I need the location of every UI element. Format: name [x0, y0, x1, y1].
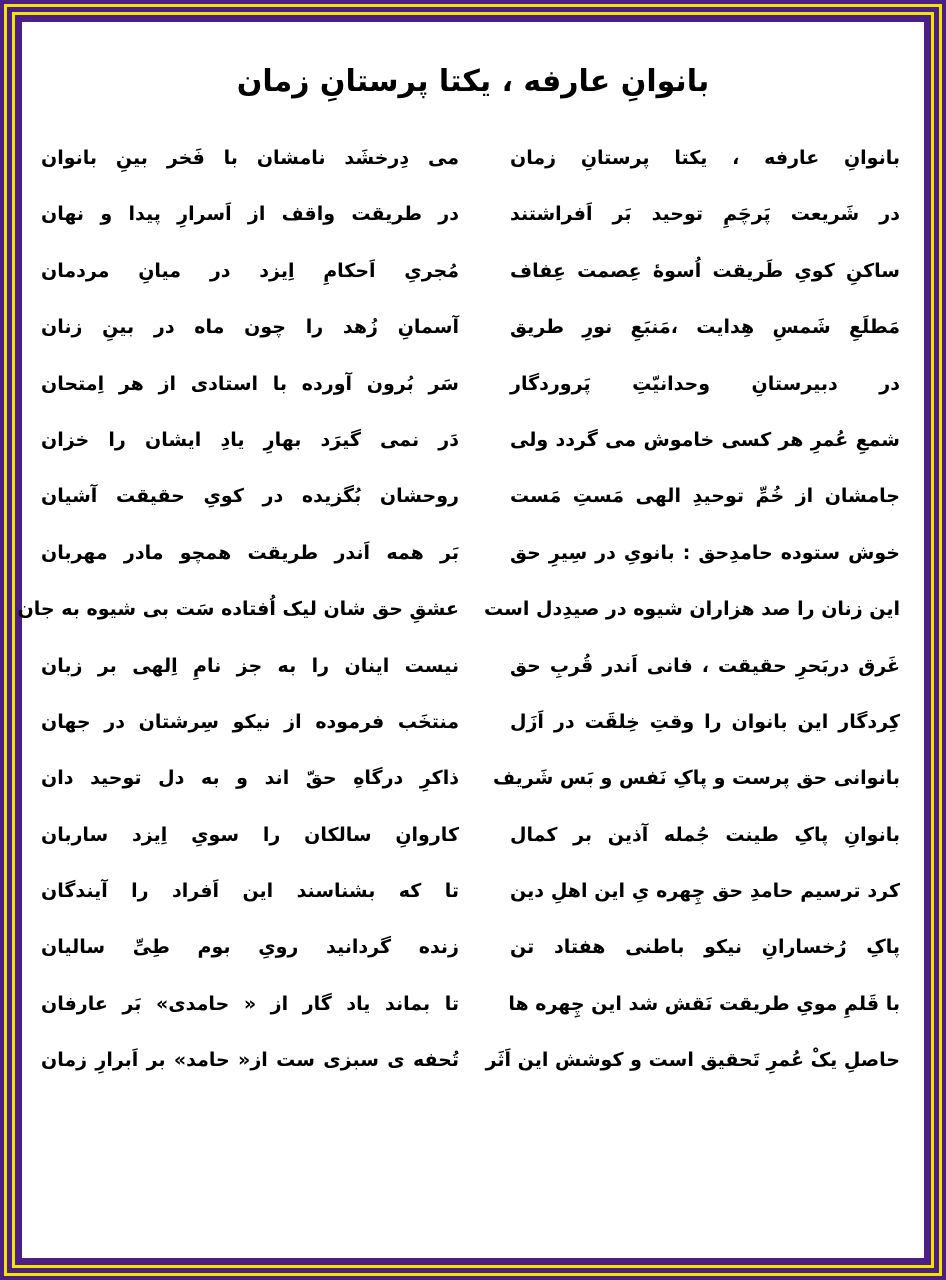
verse-line: منتخَب فرموده از نیکو سِرشتان در جهان	[41, 710, 459, 733]
verse-line: کِردگار این بانوان را وقتِ خِلقَت در اَزَل	[510, 710, 900, 733]
verse-line: تُحفه ی سبزی ست از« حامد» بر اَبرارِ زمان	[41, 1049, 459, 1072]
verse-line: غَرق دربَحرِ حقیقت ، فانی اَندر قُربِ حق	[510, 654, 900, 677]
verse-line: روحشان بُگزیده در کویِ حقیقت آشیان	[41, 485, 459, 508]
verse-line: سَر بُرون آورده با استادی از هر اِمتحان	[41, 372, 459, 395]
verse-line: پاکِ رُخسارانِ نیکو باطنی هفتاد تن	[510, 936, 900, 959]
verse-line: کاروانِ سالکان را سویِ اِیزد ساربان	[41, 823, 459, 846]
verse-line: بانوانی حق پرست و پاکِ نَفس و بَس شَریف	[493, 767, 900, 790]
verse-line: دَر نمی گیرَد بهارِ یادِ ایشان را خزان	[41, 428, 459, 451]
verse-line: در شَریعت پَرچَمِ توحید بَر اَفراشتند	[510, 203, 900, 226]
right-column	[484, 130, 900, 1089]
verse-line: می دِرخشَد نامشان با فَخر بینِ بانوان	[41, 147, 459, 169]
verse-line: با قَلمِ مویِ طریقت نَقش شد این چِهره ها	[508, 992, 900, 1015]
verse-line: زنده گردانید رویِ بوم طِیِّ سالیان	[41, 936, 459, 959]
verse-line: کرد ترسیم حامدِ حق چِهره یِ این اهلِ دین	[510, 880, 900, 903]
verse-line: ساکنِ کویِ طَریقت اُسوهٔ عِصمت عِفاف	[510, 259, 900, 282]
verse-line: مُجریِ اَحکامِ اِیزد در میانِ مردمان	[41, 259, 459, 282]
verse-line: بانوانِ عارفه ، یکتا پرستانِ زمان	[510, 147, 900, 169]
verse-line: بَر همه اَندر طریقت همچو مادر مهربان	[41, 541, 459, 564]
verse-line: شمعِ عُمرِ هر کسی خاموش می گردد ولی	[510, 428, 900, 451]
verse-line: بانوانِ پاکِ طینت جُمله آذین بر کمال	[510, 823, 900, 846]
verse-line: نیست اینان را به جز نامِ اِلهی بر زبان	[41, 654, 459, 677]
verse-line: این زنان را صد هزاران شیوه در صیدِدل است	[484, 598, 900, 621]
verse-line: ذاکرِ درگاهِ حقّ اند و به دل توحید دان	[41, 767, 459, 790]
verse-line: تا بماند یاد گار از « حامدی» بَر عارفان	[41, 992, 459, 1015]
poem-title: بانوانِ عارفه ، یکتا پرستانِ زمان	[236, 64, 710, 99]
verse-line: تا که بشناسند این اَفراد را آیندگان	[41, 880, 459, 903]
left-column	[17, 130, 459, 1089]
verse-line: در دبیرستانِ وحدانیّتِ پَروردگار	[510, 372, 900, 395]
poem-page	[17, 22, 924, 1258]
verse-line: در طریقت واقف از اَسرارِ پیدا و نهان	[41, 203, 459, 226]
verse-line: خوش ستوده حامدِحق : بانویِ در سِیرِ حق	[510, 541, 900, 564]
verse-line: جامشان از خُمِّ توحیدِ الهی مَستِ مَست	[510, 485, 900, 508]
verse-line: حاصلِ یکْ عُمرِ تَحقیق است و کوشش این اَثَر	[485, 1049, 900, 1072]
verse-line: آسمانِ زُهد را چون ماه در بینِ زنان	[41, 316, 459, 339]
verse-line: عشقِ حق شان لیک اُفتاده سَت بی شیوه به جان	[17, 598, 459, 621]
verse-line: مَطلَعِ شَمسِ هِدایت ،مَنبَعِ نورِ طریق	[510, 316, 900, 339]
